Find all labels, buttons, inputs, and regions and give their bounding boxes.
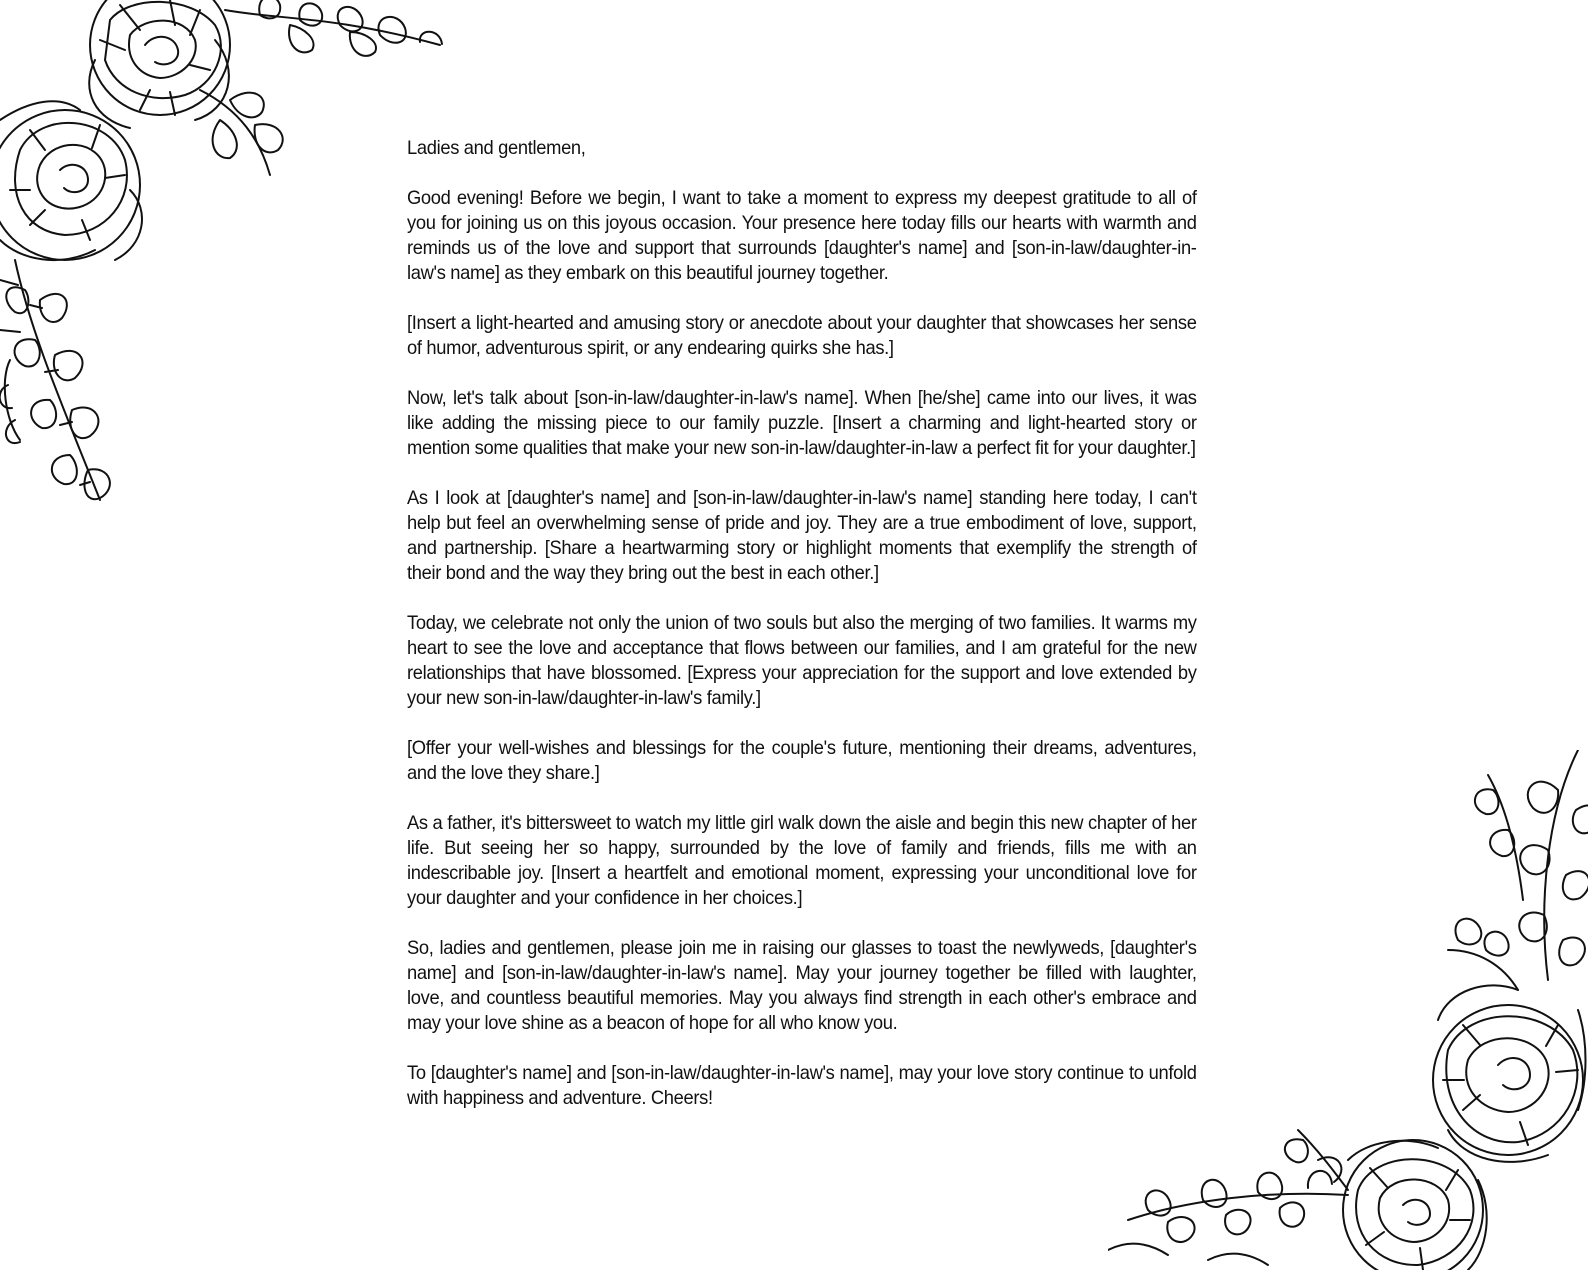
letter-paragraph: [Offer your well-wishes and blessings for the couple's future, mentioning their dreams, adventures, and the love they share.] — [407, 737, 1197, 784]
letter-paragraph: [Insert a light-hearted and amusing story or anecdote about your daughter that showcases her sense of humor, adventurous spirit, or any endearing quirks she has.] — [407, 312, 1197, 359]
letter-paragraph: As I look at [daughter's name] and [son-in-law/daughter-in-law's name] standing here today, I can't help but feel an overwhelming sense of pride and joy. They are a true embodiment of love, support, and partnership. [Share a heartwarming story or highlight moments that exemplify the strength of their bond and the way they bring out the best in each other.] — [407, 487, 1197, 584]
letter-paragraph: So, ladies and gentlemen, please join me in raising our glasses to toast the newlyweds, [daughter's name] and [son-in-law/daughter-in-law's name]. May your journey together be filled with laughter, love, and countless beautiful memories. May you always find strength in each other's embrace and may your love shine as a beacon of hope for all who know you. — [407, 937, 1197, 1034]
letter-paragraph: As a father, it's bittersweet to watch my little girl walk down the aisle and begin this new chapter of her life. But seeing her so happy, surrounded by the love of family and friends, fills me with an indescribable joy. [Insert a heartfelt and emotional moment, expressing your unconditional love for your daughter and your confidence in her choices.] — [407, 812, 1197, 909]
letter-paragraph: Now, let's talk about [son-in-law/daughter-in-law's name]. When [he/she] came into our lives, it was like adding the missing piece to our family puzzle. [Insert a charming and light-hearted story or mention some qualities that make your new son-in-law/daughter-in-law a perfect fit for your daughter.] — [407, 387, 1197, 459]
letter-paragraph: Good evening! Before we begin, I want to take a moment to express my deepest gratitude to all of you for joining us on this joyous occasion. Your presence here today fills our hearts with warmth and reminds us of the love and support that surrounds [daughter's name] and [son-in-law/daughter-in-law's name] as they embark on this beautiful journey together. — [407, 187, 1197, 284]
letter-paragraph: To [daughter's name] and [son-in-law/daughter-in-law's name], may your love story continue to unfold with happiness and adventure. Cheers! — [407, 1062, 1197, 1109]
floral-corner-top-left-icon — [0, 0, 460, 520]
letter-paragraph: Today, we celebrate not only the union of two souls but also the merging of two families. It warms my heart to see the love and acceptance that flows between our families, and I am grateful for the new relationships that have blossomed. [Express your appreciation for the support and love extended by your new son-in-law/daughter-in-law's family.] — [407, 612, 1197, 709]
letter-salutation: Ladies and gentlemen, — [407, 137, 586, 159]
letter-body — [407, 136, 1197, 1136]
